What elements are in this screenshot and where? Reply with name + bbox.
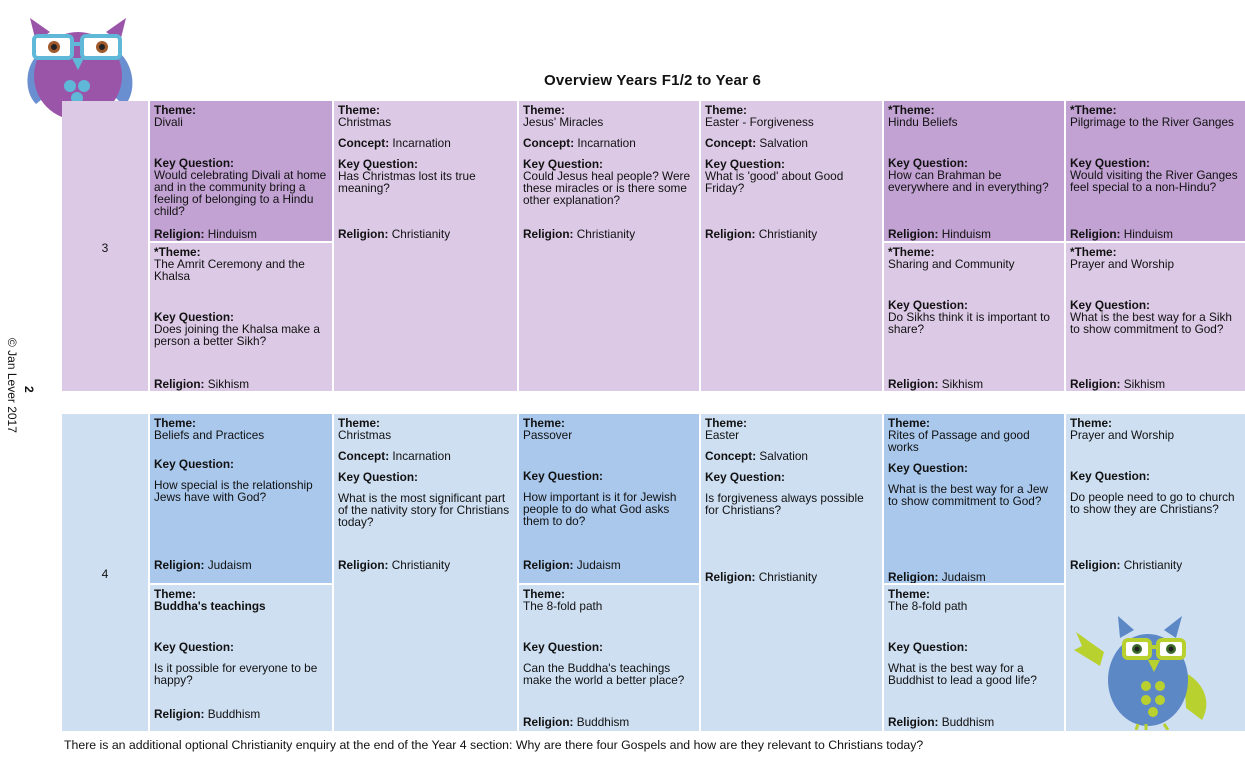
year-4-label: 4 xyxy=(62,414,148,731)
year3-christmas-cell: Theme: Christmas Concept: Incarnation Key Question: Has Christmas lost its true meaning? Religion: Christianity xyxy=(334,101,517,391)
footer-note: There is an additional optional Christianity enquiry at the end of the Year 4 section: Why are there four Gospels and how are they relevant to Christians today? xyxy=(64,738,924,752)
year4-passover-cell: Theme: Passover Key Question: How important is it for Jewish people to do what God asks them to do? Religion: Judaism xyxy=(519,414,699,583)
year3-prayer-cell: *Theme: Prayer and Worship Key Question: What is the best way for a Sikh to show commitment to God? Religion: Sikhism xyxy=(1066,243,1245,391)
year-3-label: 3 xyxy=(62,101,148,391)
year4-easter-cell: Theme: Easter Concept: Salvation Key Question: Is forgiveness always possible for Christians? Religion: Christianity xyxy=(701,414,882,731)
year4-rites-cell: Theme: Rites of Passage and good works Key Question: What is the best way for a Jew to show commitment to God? Religion: Judaism xyxy=(884,414,1064,583)
year3-miracles-cell: Theme: Jesus' Miracles Concept: Incarnation Key Question: Could Jesus heal people? Were these miracles or is there some other explanation? Religion: Christianity xyxy=(519,101,699,391)
year3-hindu-beliefs-cell: *Theme: Hindu Beliefs Key Question: How can Brahman be everywhere and in everything? Religion: Hinduism xyxy=(884,101,1064,241)
year4-8fold-path-cell-a: Theme: The 8-fold path Key Question: Can the Buddha's teachings make the world a better place? Religion: Buddhism xyxy=(519,585,699,731)
year3-divali-cell: Theme: Divali Key Question: Would celebrating Divali at home and in the community bring a feeling of belonging to a Hindu child? Religion: Hinduism xyxy=(150,101,332,241)
year4-8fold-path-cell-b: Theme: The 8-fold path Key Question: What is the best way for a Buddhist to lead a good life? Religion: Buddhism xyxy=(884,585,1064,731)
page-margin-text xyxy=(5,338,36,438)
year-4-section xyxy=(62,414,1245,731)
year4-beliefs-cell: Theme: Beliefs and Practices Key Question: How special is the relationship Jews have with God? Religion: Judaism xyxy=(150,414,332,583)
page-title: Overview Years F1/2 to Year 6 xyxy=(543,72,762,89)
year4-christmas-cell: Theme: Christmas Concept: Incarnation Key Question: What is the most significant part of the nativity story for Christians today? Religion: Christianity xyxy=(334,414,517,731)
year3-sharing-cell: *Theme: Sharing and Community Key Question: Do Sikhs think it is important to share? Religion: Sikhism xyxy=(884,243,1064,391)
year3-easter-cell: Theme: Easter - Forgiveness Concept: Salvation Key Question: What is 'good' about Good Friday? Religion: Christianity xyxy=(701,101,882,391)
page-number: 2 xyxy=(22,386,36,393)
year3-khalsa-cell: *Theme: The Amrit Ceremony and the Khalsa Key Question: Does joining the Khalsa make a person a better Sikh? Religion: Sikhism xyxy=(150,243,332,391)
blue-owl-icon xyxy=(1074,612,1214,730)
year4-prayer-cell: Theme: Prayer and Worship Key Question: Do people need to go to church to show they are Christians? Religion: Christianity xyxy=(1066,414,1245,731)
year3-ganges-cell: *Theme: Pilgrimage to the River Ganges Key Question: Would visiting the River Ganges feel special to a non-Hindu? Religion: Hinduism xyxy=(1066,101,1245,241)
year-3-section xyxy=(62,101,1245,391)
copyright-text: © Jan Lever 2017 xyxy=(5,338,19,433)
year4-buddha-cell: Theme: Buddha's teachings Key Question: Is it possible for everyone to be happy? Religion: Buddhism xyxy=(150,585,332,731)
